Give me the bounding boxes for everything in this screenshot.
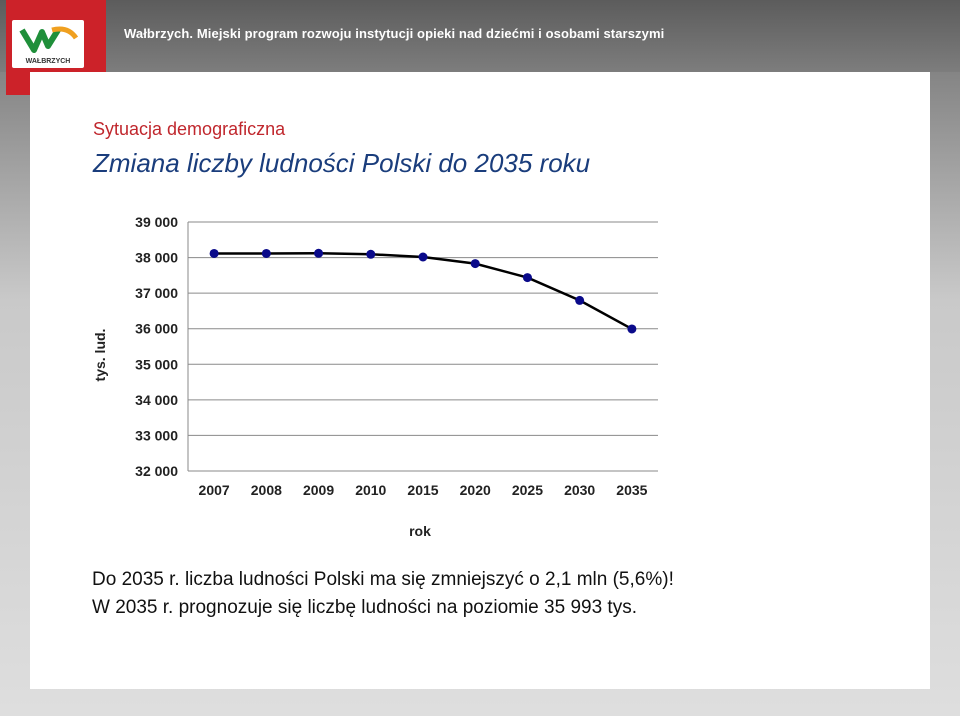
chart-x-tick-label: 2009 xyxy=(302,482,335,498)
chart-x-tick-label: 2008 xyxy=(250,482,282,498)
chart-y-tick-label: 34 000 xyxy=(135,391,178,408)
chart-series-line xyxy=(214,253,632,329)
logo-text: WAŁBRZYCH xyxy=(25,58,71,65)
chart-x-tick-label: 2030 xyxy=(564,482,596,498)
chart-x-ticks xyxy=(199,482,648,498)
chart-data-point xyxy=(471,259,480,268)
body-text-line-1: Do 2035 r. liczba ludności Polski ma się zmniejszyć o 2,1 mln (5,6%)! xyxy=(92,569,674,590)
chart-y-ticks xyxy=(135,214,178,479)
header-bar xyxy=(0,0,960,72)
chart-x-tick-label: 2007 xyxy=(198,482,230,498)
chart-data-point xyxy=(627,324,636,333)
chart-x-tick-label: 2020 xyxy=(459,482,491,498)
chart-data-point xyxy=(419,253,428,262)
chart-data-point xyxy=(262,249,271,258)
header-title: Wałbrzych. Miejski program rozwoju instytucji opieki nad dziećmi i osobami starszymi xyxy=(124,26,665,41)
chart-data-point xyxy=(210,249,219,258)
chart-data-point xyxy=(523,273,532,282)
chart-y-axis-label: tys. lud. xyxy=(92,328,108,382)
population-line-chart xyxy=(80,205,680,550)
chart-x-tick-label: 2025 xyxy=(511,482,544,498)
chart-series xyxy=(210,249,637,334)
chart-y-tick-label: 37 000 xyxy=(135,285,178,302)
chart-x-tick-label: 2035 xyxy=(616,482,648,498)
chart-data-point xyxy=(366,250,375,259)
slide-subtitle: Sytuacja demograficzna xyxy=(93,119,286,139)
slide-title: Zmiana liczby ludności Polski do 2035 roku xyxy=(93,148,591,178)
chart-y-tick-label: 39 000 xyxy=(135,214,178,230)
body-text-line-2: W 2035 r. prognozuje się liczbę ludności na poziomie 35 993 tys. xyxy=(92,597,637,618)
chart-x-axis-label: rok xyxy=(409,523,431,539)
chart-data-point xyxy=(314,249,323,258)
chart-x-tick-label: 2010 xyxy=(355,482,387,498)
chart-y-tick-label: 38 000 xyxy=(135,249,178,266)
logo-emblem xyxy=(12,20,84,68)
chart-x-tick-label: 2015 xyxy=(407,482,439,498)
chart-y-tick-label: 36 000 xyxy=(135,320,178,337)
chart-y-tick-label: 33 000 xyxy=(135,427,178,444)
chart-data-point xyxy=(575,296,584,305)
chart-y-tick-label: 32 000 xyxy=(135,463,178,479)
chart-y-tick-label: 35 000 xyxy=(135,356,178,373)
